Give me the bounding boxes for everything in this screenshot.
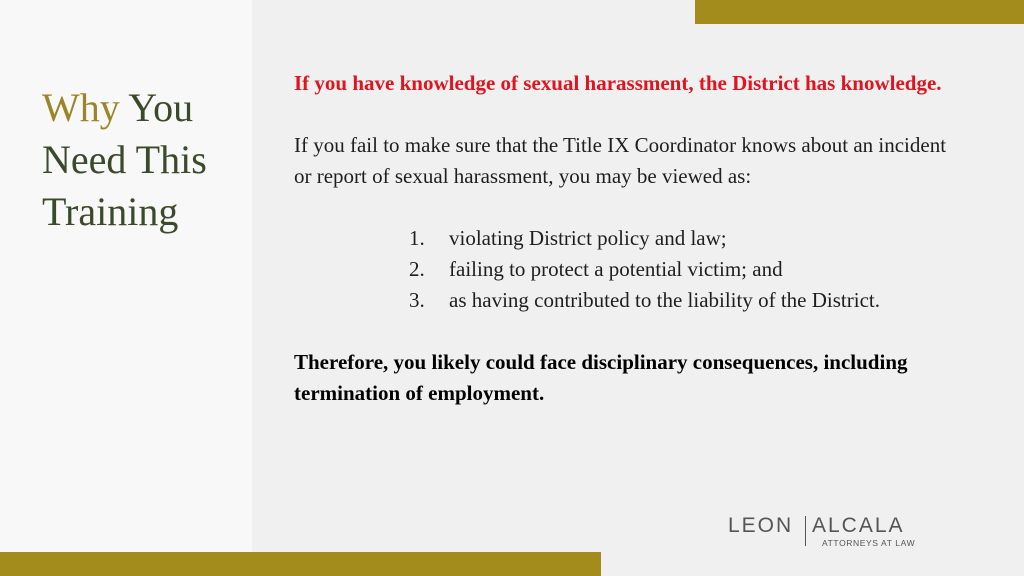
lead-statement: If you have knowledge of sexual harassment, the District has knowledge. [294,71,942,95]
list-item-number: 2. [409,257,425,281]
slide-body [294,68,954,409]
top-accent-bar [695,0,1024,24]
logo-word-right: ALCALA [812,514,905,537]
list-item [409,223,954,254]
title-line-2: Need This [42,137,207,182]
list-item-text: as having contributed to the liability of the District. [449,288,880,312]
consequence-list [294,223,954,316]
list-item-number: 1. [409,226,425,250]
list-item-text: failing to protect a potential victim; and [449,257,783,281]
list-item-text: violating District policy and law; [449,226,727,250]
body-paragraph: If you fail to make sure that the Title IX Coordinator knows about an incident or report of sexual harassment, you may be viewed as: [294,133,947,188]
bottom-accent-bar [0,552,601,576]
title-accent-word: Why [42,85,120,130]
list-item [409,254,954,285]
list-item [409,285,954,316]
firm-logo [728,513,928,553]
title-line-1 [42,82,242,134]
slide-title [42,82,242,238]
logo-divider [805,516,806,546]
logo-word-left: LEON [728,514,794,537]
title-line-1-rest: You [119,85,194,130]
title-line-3: Training [42,189,179,234]
conclusion-statement: Therefore, you likely could face disciplinary consequences, including termination of employment. [294,350,908,405]
logo-tagline: ATTORNEYS AT LAW [822,538,916,548]
list-item-number: 3. [409,288,425,312]
